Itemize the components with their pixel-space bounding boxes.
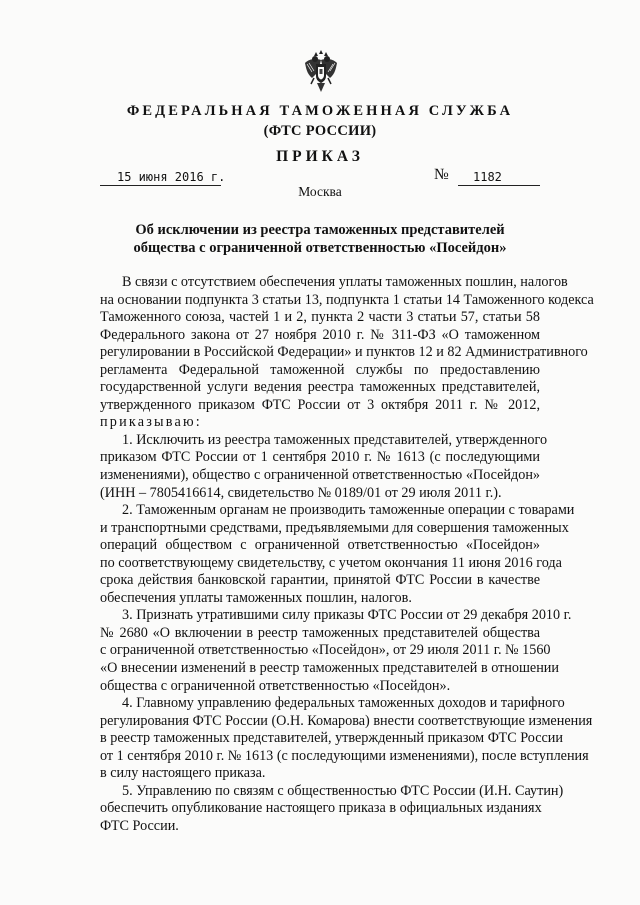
body-line: от 1 сентября 2010 г. № 1613 (с последующими изменениями), после вступления xyxy=(100,747,589,764)
agency-short-name: (ФТС РОССИИ) xyxy=(263,123,377,139)
body-line: «О внесении изменений в реестр таможенных представителей в отношении xyxy=(100,660,559,677)
body-line: в реестр таможенных представителей, утвержденный приказом ФТС России xyxy=(100,730,563,747)
body-line: общества с ограниченной ответственностью «Посейдон». xyxy=(100,677,451,694)
body-line: Таможенного союза, частей 1 и 2, пункта 2 части 3 статьи 57, статьи 58 xyxy=(100,309,540,326)
order-title-line-2: общества с ограниченной ответственностью «Посейдон» xyxy=(133,240,507,256)
body-line: ФТС России. xyxy=(100,817,179,834)
body-line: приказом ФТС России от 1 сентября 2010 г. № 1613 (с последующими xyxy=(100,449,540,466)
body-line: Федерального закона от 27 ноября 2010 г. № 311-ФЗ «О таможенном xyxy=(100,326,540,343)
body-line: срока действия банковской гарантии, принятой ФТС России в качестве xyxy=(100,572,540,589)
body-line: В связи с отсутствием обеспечения уплаты таможенных пошлин, налогов xyxy=(122,274,568,290)
number-sign: № xyxy=(434,166,449,183)
order-title xyxy=(0,221,640,257)
body-line: 1. Исключить из реестра таможенных представителей, утвержденного xyxy=(122,431,548,448)
body-line: регулирования ФТС России (О.Н. Комарова) внести соответствующие изменения xyxy=(100,712,593,729)
body-line: (ИНН – 7805416614, свидетельство № 0189/01 от 29 июля 2011 г.). xyxy=(100,484,502,501)
body-line: и транспортными средствами, предъявляемыми для совершения таможенных xyxy=(100,519,569,536)
body-line: изменениями), общество с ограниченной ответственностью «Посейдон» xyxy=(100,467,540,484)
body-line: 5. Управлению по связям с общественностью ФТС России (И.Н. Саутин) xyxy=(122,782,564,799)
body-line: регламента Федеральной таможенной службы по предоставлению xyxy=(100,361,540,378)
body-line: по соответствующему свидетельству, с учетом окончания 11 июня 2016 года xyxy=(100,554,562,571)
order-date: 15 июня 2016 г. xyxy=(117,170,226,184)
body-line: приказываю: xyxy=(100,414,202,431)
body-line: обеспечить опубликование настоящего приказа в официальных изданиях xyxy=(100,800,542,817)
agency-name: ФЕДЕРАЛЬНАЯ ТАМОЖЕННАЯ СЛУЖБА xyxy=(126,103,514,119)
coat-of-arms-icon xyxy=(303,50,339,94)
body-line: 3. Признать утратившими силу приказы ФТС России от 29 декабря 2010 г. xyxy=(122,607,572,624)
body-line: 2. Таможенным органам не производить таможенные операции с товарами xyxy=(122,502,575,519)
document-type: ПРИКАЗ xyxy=(276,148,364,165)
body-line: с ограниченной ответственностью «Посейдон», от 29 июля 2011 г. № 1560 xyxy=(100,642,551,659)
body-line: в силу настоящего приказа. xyxy=(100,765,266,782)
body-line: государственной услуги ведения реестра таможенных представителей, xyxy=(100,379,540,396)
body-line: № 2680 «О включении в реестр таможенных представителей общества xyxy=(100,624,540,641)
order-title-line-1: Об исключении из реестра таможенных представителей xyxy=(135,222,505,238)
body-line: обеспечения уплаты таможенных пошлин, налогов. xyxy=(100,589,412,606)
body-line: на основании подпункта 3 статьи 13, подпункта 1 статьи 14 Таможенного кодекса xyxy=(100,291,594,308)
body-line: 4. Главному управлению федеральных таможенных доходов и тарифного xyxy=(122,695,565,712)
body-line: регулировании в Российской Федерации» и пунктов 12 и 82 Административного xyxy=(100,344,588,361)
order-number: 1182 xyxy=(473,170,502,184)
order-body xyxy=(100,274,594,836)
body-line: операций обществом с ограниченной ответственностью «Посейдон» xyxy=(100,537,540,554)
city: Москва xyxy=(298,184,342,199)
body-line: утвержденного приказом ФТС России от 3 октября 2011 г. № 2012, xyxy=(100,396,540,413)
